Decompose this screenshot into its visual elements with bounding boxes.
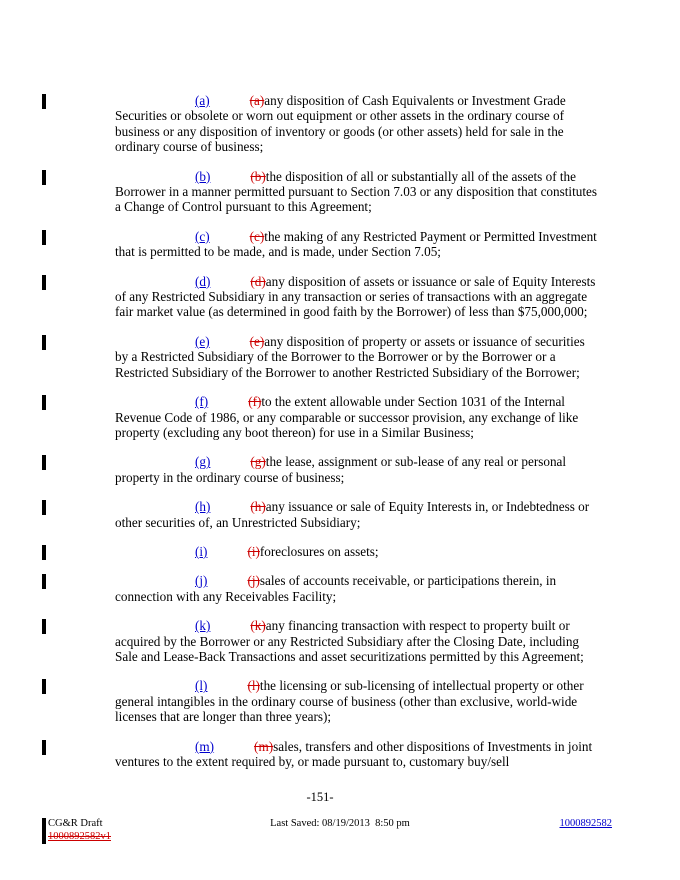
change-bar bbox=[42, 335, 46, 350]
clause-paragraph bbox=[115, 544, 601, 559]
clause-letter-old: (c) bbox=[249, 228, 265, 244]
page-number: -151- bbox=[306, 790, 334, 804]
clause-text: the disposition of all or substantially all of the assets of the Borrower in a manner permitted pursuant to Section 7.03 or any disposition that constitutes a Change of Control pursuant to this Agreement; bbox=[115, 168, 597, 215]
clause-text: the licensing or sub-licensing of intellectual property or other general intangibles in the ordinary course of business (other than exclusive, world-wide licenses that are longer than three years); bbox=[115, 678, 584, 725]
change-bar bbox=[42, 574, 46, 589]
clause-letter-new: (i) bbox=[195, 543, 208, 559]
clause-text: any disposition of property or assets or issuance of securities by a Restricted Subsidiary of the Borrower to the Borrower or by the Borrower or a Restricted Subsidiary of the Borrower to another Restricted Subsidiary of the Borrower; bbox=[115, 333, 585, 380]
draft-label: CG&R Draft bbox=[48, 818, 103, 829]
clause-letter-old: (m) bbox=[254, 738, 274, 754]
change-bar bbox=[42, 230, 46, 245]
clause-letter-new: (d) bbox=[195, 273, 211, 289]
clause-text: the lease, assignment or sub-lease of any real or personal property in the ordinary course of business; bbox=[115, 454, 567, 485]
clause-letter-old: (b) bbox=[250, 168, 266, 184]
clause-text: sales, transfers and other dispositions of Investments in joint ventures to the extent required by, or made pursuant to, customary buy/sell bbox=[115, 738, 593, 769]
clause-letter-new: (j) bbox=[195, 573, 208, 589]
change-bar bbox=[42, 170, 46, 185]
clause-letter-new: (e) bbox=[195, 333, 210, 349]
clause-text: sales of accounts receivable, or participations therein, in connection with any Receivables Facility; bbox=[115, 573, 557, 604]
change-bar bbox=[42, 545, 46, 560]
clause-paragraph bbox=[115, 169, 601, 215]
clause-paragraph bbox=[115, 739, 601, 770]
change-bar bbox=[42, 740, 46, 755]
clause-paragraph bbox=[115, 678, 601, 724]
clause-paragraph bbox=[115, 93, 601, 155]
clause-letter-new: (a) bbox=[195, 93, 210, 108]
change-bar bbox=[42, 455, 46, 470]
clause-letter-old: (k) bbox=[250, 618, 266, 634]
clause-text: the making of any Restricted Payment or Permitted Investment that is permitted to be made, and is made, under Section 7.05; bbox=[115, 228, 597, 260]
clause-letter-new: (b) bbox=[195, 168, 211, 184]
clause-text: any disposition of Cash Equivalents or Investment Grade Securities or obsolete or worn out equipment or other assets in the ordinary course of business or any disposition of inventory or goods (or other assets) held for sale in the ordinary course of business; bbox=[115, 93, 566, 155]
clause-letter-old: (e) bbox=[249, 333, 265, 349]
clause-letter-old: (f) bbox=[248, 394, 262, 410]
clause-paragraph bbox=[115, 573, 601, 604]
clause-letter-new: (g) bbox=[195, 454, 211, 470]
clause-letter-old: (a) bbox=[249, 93, 265, 108]
clause-letter-new: (h) bbox=[195, 499, 211, 515]
change-bar bbox=[42, 679, 46, 694]
clause-letter-new: (l) bbox=[195, 678, 208, 694]
clause-paragraph bbox=[115, 229, 601, 260]
change-bar bbox=[42, 94, 46, 109]
deleted-doc-id: 1000892582v1 bbox=[48, 831, 111, 842]
clause-paragraph bbox=[115, 454, 601, 485]
clause-letter-new: (f) bbox=[195, 394, 209, 410]
clause-letter-new: (k) bbox=[195, 618, 211, 634]
clause-text: any financing transaction with respect to property built or acquired by the Borrower or any Restricted Subsidiary after the Closing Date, including Sale and Lease-Back Transactions and asset securitizations permitted by this Agreement; bbox=[115, 618, 584, 664]
change-bar bbox=[42, 275, 46, 290]
clause-paragraph bbox=[115, 618, 601, 664]
doc-id-link[interactable]: 1000892582 bbox=[559, 818, 612, 829]
clause-text: foreclosures on assets; bbox=[259, 543, 379, 559]
clause-letter-new: (c) bbox=[195, 228, 210, 244]
clause-paragraph bbox=[115, 499, 601, 530]
clause-letter-old: (i) bbox=[247, 543, 260, 559]
clause-text: to the extent allowable under Section 1031 of the Internal Revenue Code of 1986, or any comparable or successor provision, any exchange of like property (excluding any boot thereon) for use in a Similar Business; bbox=[115, 394, 579, 440]
clause-letter-old: (g) bbox=[250, 454, 266, 470]
clause-paragraph bbox=[115, 274, 601, 320]
last-saved-stamp: Last Saved: 08/19/2013 8:50 pm bbox=[270, 818, 410, 829]
clause-paragraph bbox=[115, 394, 601, 440]
change-bar bbox=[42, 500, 46, 515]
clause-letter-old: (l) bbox=[247, 678, 260, 694]
change-bar bbox=[42, 395, 46, 410]
clause-letter-old: (j) bbox=[247, 573, 260, 589]
clause-letter-old: (d) bbox=[250, 273, 266, 289]
clauses bbox=[115, 93, 601, 783]
clause-letter-old: (h) bbox=[250, 499, 266, 515]
clause-letter-new: (m) bbox=[195, 738, 215, 754]
clause-paragraph bbox=[115, 334, 601, 380]
clause-text: any disposition of assets or issuance or sale of Equity Interests of any Restricted Subsidiary in any transaction or series of transactions with an aggregate fair market value (as determined in good faith by the Borrower) of less than $75,000,000; bbox=[115, 273, 596, 320]
clause-text: any issuance or sale of Equity Interests in, or Indebtedness or other securities of, an Unrestricted Subsidiary; bbox=[115, 499, 590, 530]
change-bar bbox=[42, 619, 46, 634]
